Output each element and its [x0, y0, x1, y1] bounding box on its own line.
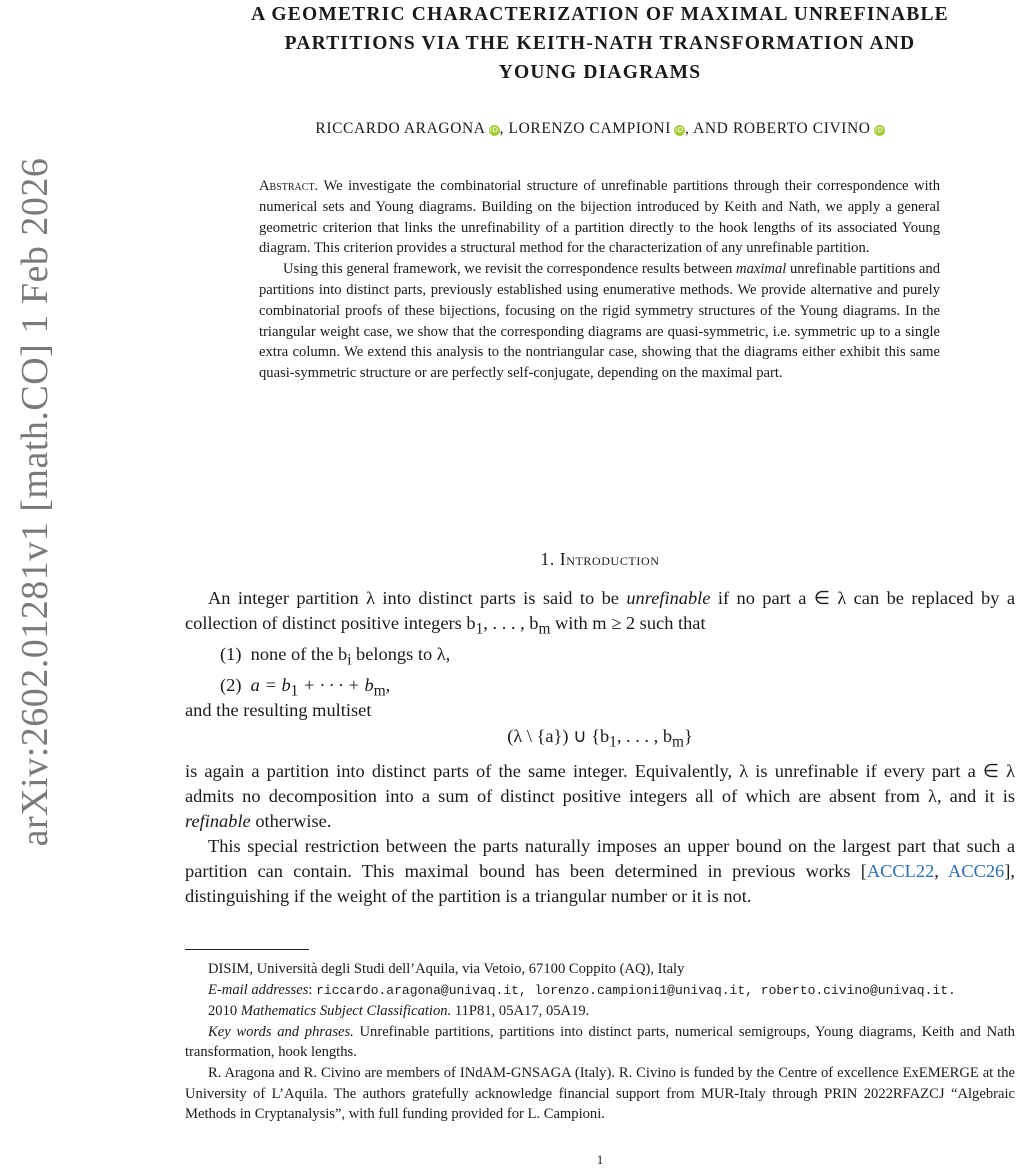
abstract: [259, 176, 940, 384]
title-line: YOUNG DIAGRAMS: [498, 62, 702, 83]
author-separator: ,: [499, 120, 509, 137]
orcid-icon[interactable]: iD: [675, 126, 684, 134]
author-name: ROBERTO CIVINO: [732, 120, 871, 137]
enumerated-conditions: [220, 642, 450, 703]
after-items-line: [185, 698, 1015, 723]
page-number: 1: [596, 1152, 604, 1167]
item-number: (1): [220, 644, 242, 664]
paper-title: [185, 0, 1015, 87]
arxiv-identifier: arXiv:2602.01281v1 [math.CO] 1 Feb 2026: [14, 157, 56, 847]
emphasis: refinable: [185, 811, 251, 831]
item-number: (2): [220, 674, 242, 695]
text: and the resulting multiset: [185, 700, 372, 720]
text: , . . . , b: [483, 613, 539, 633]
citation-link[interactable]: ACC26: [948, 861, 1005, 881]
intro-paragraph-2: [185, 759, 1015, 909]
emphasis: maximal: [736, 261, 787, 278]
text: :: [308, 981, 317, 998]
subscript: 1: [475, 620, 484, 638]
abstract-label: Abstract.: [259, 178, 319, 194]
affiliation: [185, 959, 1015, 980]
footnotes: [185, 959, 1015, 1125]
author-separator: , AND: [685, 120, 733, 137]
display-equation: [185, 726, 1015, 752]
abstract-paragraph: [259, 176, 940, 259]
orcid-icon[interactable]: iD: [489, 126, 499, 134]
footnote-rule: [185, 949, 309, 950]
text: 2010: [208, 1003, 241, 1020]
text: otherwise.: [250, 811, 332, 831]
subscript: i: [347, 651, 352, 669]
text: Unrefinable partitions, partitions into distinct parts, numerical semigroups, Young diagrams, Keith and Nath transformation, hook lengths.: [185, 1023, 1015, 1061]
label: E-mail addresses: [208, 981, 309, 998]
subscript: m: [672, 733, 684, 751]
text: is again a partition into distinct parts of the same integer. Equivalently, λ is unrefinable if every part a ∈ λ admits no decomposition into a sum of distinct positive integers all of which are absent from λ, and it is: [185, 761, 1015, 806]
orcid-icon[interactable]: iD: [874, 126, 884, 134]
author-list: [185, 120, 1015, 138]
math: }: [683, 726, 693, 746]
text: ], distinguishing if the weight of the partition is a triangular number or it is not.: [185, 861, 1015, 906]
author-name: RICCARDO ARAGONA: [315, 120, 486, 137]
paragraph: [185, 586, 1015, 642]
section-title: Introduction: [559, 549, 660, 569]
text: with m ≥ 2 such that: [550, 613, 706, 633]
paragraph: [185, 759, 1015, 834]
keywords: [185, 1022, 1015, 1063]
text: none of the b: [250, 644, 348, 664]
text: if no part a ∈ λ can be replaced by a collection of distinct positive integers b: [185, 588, 1015, 633]
subscript: m: [538, 620, 551, 638]
abstract-text: We investigate the combinatorial structure of unrefinable partitions through their correspondence with numerical sets and Young diagrams. Building on the bijection introduced by Keith and Nath, we apply a general geometric criterion that links the unrefinability of a partition directly to the hook lengths of its associated Young diagram. This criterion provides a structural method for the characterization of any unrefinable partition.: [259, 178, 940, 257]
msc-classification: [185, 1001, 1015, 1022]
text: R. Aragona and R. Civino are members of INdAM-GNSAGA (Italy). R. Civino is funded by the Centre of excellence ExEMERGE at the University of L’Aquila. The authors gratefully acknowledge financial support from MUR-Italy through PRIN 2022RFAZCJ “Algebraic Methods in Cryptanalysis”, with full funding provided for L. Campioni.: [185, 1064, 1015, 1123]
text: belongs to λ,: [351, 644, 451, 664]
text: DISIM, Università degli Studi dell’Aquila, via Vetoio, 67100 Coppito (AQ), Italy: [208, 961, 685, 977]
text: + · · · + b: [298, 674, 374, 695]
emphasis: unrefinable: [626, 588, 711, 608]
section-heading: [185, 549, 1015, 570]
abstract-paragraph: [259, 259, 940, 384]
subscript: 1: [290, 682, 299, 700]
funding: [185, 1063, 1015, 1125]
abstract-text: Using this general framework, we revisit the correspondence results between: [283, 261, 737, 278]
title-line: A GEOMETRIC CHARACTERIZATION OF MAXIMAL UNREFINABLE: [251, 4, 949, 25]
citation-link[interactable]: ACCL22: [866, 861, 935, 881]
math: (λ \ {a}) ∪ {b: [507, 726, 610, 746]
paragraph: [185, 834, 1015, 909]
title-line: PARTITIONS VIA THE KEITH-NATH TRANSFORMATION AND: [284, 33, 916, 54]
text: ,: [385, 674, 391, 695]
text: ,: [934, 861, 949, 881]
math: , . . . , b: [616, 726, 673, 746]
subscript: m: [373, 682, 386, 700]
text: a = b: [250, 674, 291, 695]
abstract-text: unrefinable partitions and partitions into distinct parts, previously established using enumerative methods. We provide alternative and purely combinatorial proofs of these bijections, focusing on the rigid symmetry structures of the Young diagrams. In the triangular weight case, we show that the corresponding diagrams are quasi-symmetric, i.e. symmetric up to a single extra column. We extend this analysis to the nontriangular case, showing that the diagrams either exhibit this same quasi-symmetric structure or are perfectly self-conjugate, depending on the maximal part.: [259, 261, 940, 382]
list-item: [220, 642, 450, 673]
author-name: LORENZO CAMPIONI: [508, 120, 671, 137]
email-addresses: [185, 980, 1015, 1002]
text: 11P81, 05A17, 05A19.: [451, 1003, 590, 1020]
label: Mathematics Subject Classification.: [240, 1003, 452, 1020]
email-list[interactable]: riccardo.aragona@univaq.it, lorenzo.campioni1@univaq.it, roberto.civino@univaq.it.: [316, 982, 956, 998]
text: An integer partition λ into distinct parts is said to be: [208, 588, 627, 608]
text: This special restriction between the parts naturally imposes an upper bound on the largest part that such a partition can contain. This maximal bound has been determined in previous works [: [185, 836, 1015, 881]
intro-paragraph-1: [185, 586, 1015, 642]
section-number: 1.: [540, 549, 555, 569]
subscript: 1: [609, 733, 617, 751]
label: Key words and phrases.: [208, 1023, 354, 1040]
